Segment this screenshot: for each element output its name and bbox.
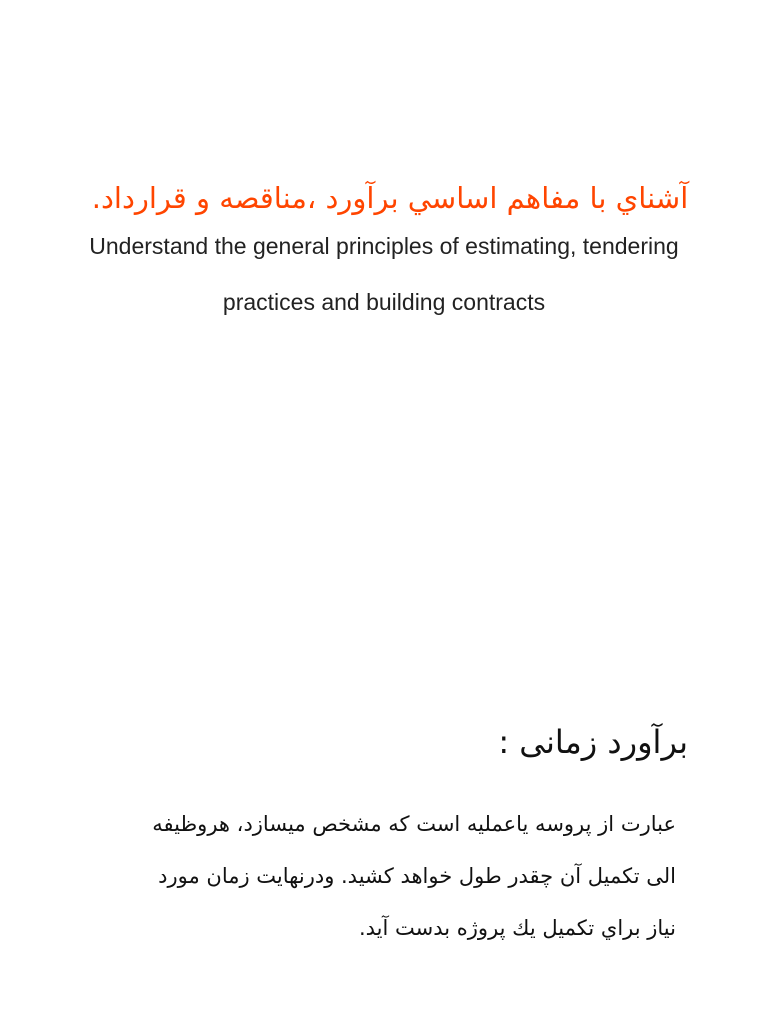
definition-paragraph	[52, 798, 676, 954]
slide-subtitle-english	[24, 218, 744, 330]
subtitle-line-1: Understand the general principles of estimating, tendering	[89, 233, 679, 259]
section-heading-time-estimate: برآورد زمانی :	[498, 723, 688, 761]
paragraph-line-1: عبارت از پروسه یاعملیه است که مشخص میسازد، هروظیفه	[152, 812, 676, 836]
subtitle-line-2: practices and building contracts	[222, 289, 546, 315]
paragraph-line-2: الی تکمیل آن چقدر طول خواهد کشید. ودرنهایت زمان مورد	[158, 864, 676, 888]
paragraph-line-3: نیاز براي تکمیل یك پروژه بدست آید.	[358, 916, 676, 940]
slide-title-persian: آشناي با مفاهم اساسي برآورد ،مناقصه و قرارداد.	[91, 181, 689, 215]
